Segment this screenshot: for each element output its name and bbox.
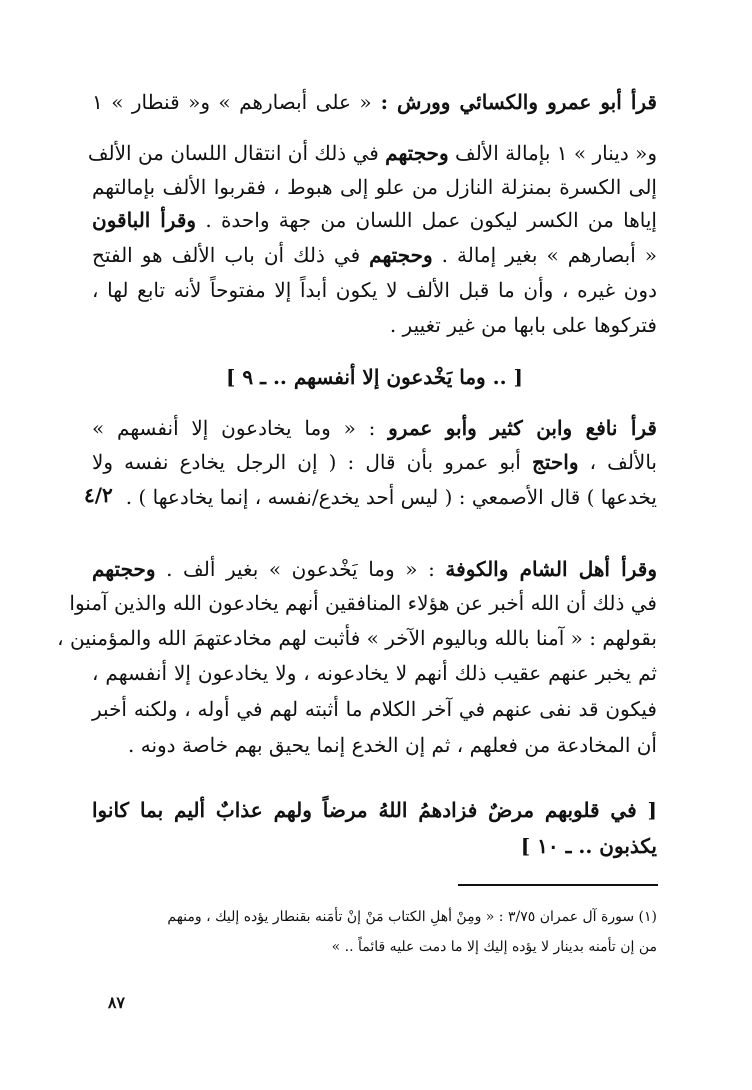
text-segment: واحتج xyxy=(531,450,579,474)
text-segment: « على أبصارهم » و« قنطار » ١ xyxy=(92,90,372,114)
footnote-line: من إن تأمنه بدينار لا يؤده إليك إلا ما دمت عليه قائماً .. » xyxy=(331,939,657,955)
verse-heading xyxy=(92,795,657,825)
text-segment: [ .. وما يَخْدعون إلا أنفسهم .. ـ ٩ ] xyxy=(225,365,524,389)
text-segment: و« دينار » ١ بإمالة الألف xyxy=(448,141,657,165)
verse-heading xyxy=(92,362,657,392)
text-line xyxy=(69,588,657,618)
text-line xyxy=(92,413,657,443)
text-segment: إلى الكسرة بمنزلة النازل من علو إلى هبوط ، فقربوا الألف بإمالتهم xyxy=(92,175,657,199)
text-line xyxy=(92,172,657,202)
text-line xyxy=(92,87,657,117)
text-segment: ثم يخبر عنهم عقيب ذلك أنهم لا يخادعونه ، ولا يخادعون إلا أنفسهم ، xyxy=(92,661,657,685)
text-line xyxy=(92,694,657,724)
text-segment: : « وما يخادعون إلا أنفسهم » xyxy=(92,416,389,440)
text-segment: : « وما يَخْدعون » بغير ألف . xyxy=(155,557,446,581)
text-segment: أبو عمرو بأن قال : ( إن الرجل يخادع نفسه ولا xyxy=(92,450,532,474)
text-segment: إياها من الكسر ليكون عمل اللسان من جهة واحدة . xyxy=(196,208,657,232)
text-line xyxy=(87,138,657,168)
text-line xyxy=(92,658,657,688)
text-segment: يخدعها ) قال الأصمعي : ( ليس أحد يخدع/نفسه ، إنما يخادعها ) . xyxy=(125,485,657,509)
text-line xyxy=(92,730,657,760)
text-segment: فتركوها على بابها من غير تغيير . xyxy=(389,313,657,337)
footnote-divider xyxy=(458,884,658,886)
text-line xyxy=(92,447,657,477)
text-segment: وحجتهم xyxy=(92,557,156,581)
text-segment: في ذلك أن الله أخبر عن هؤلاء المنافقين أنهم يخادعون الله والذين آمنوا xyxy=(69,591,657,615)
text-line xyxy=(92,240,657,270)
text-line xyxy=(92,310,657,340)
footnote-line: (١) سورة آل عمران ٣/٧٥ : « ومِنْ أهلِ الكتاب مَنْ إنْ تأمَنه بقنطار يؤده إليك ، ومنهم xyxy=(167,909,657,925)
text-segment: فيكون قد نفى عنهم في آخر الكلام ما أثبته لهم في أوله ، ولكنه أخبر xyxy=(92,697,657,721)
text-segment: يكذبون .. ـ ١٠ ] xyxy=(520,834,657,858)
verse-heading xyxy=(92,831,657,861)
text-segment: وحجتهم xyxy=(369,243,433,267)
margin-reference: ٤/٢ xyxy=(84,483,113,507)
text-line xyxy=(57,623,657,653)
page-number: ٨٧ xyxy=(107,993,125,1012)
text-segment: وقرأ أهل الشام والكوفة xyxy=(445,557,657,581)
text-line xyxy=(92,482,657,512)
text-line xyxy=(92,205,657,235)
text-segment: وقرأ الباقون xyxy=(92,208,197,232)
text-segment: في ذلك أن انتقال اللسان من الألف xyxy=(87,141,386,165)
text-segment: قرأ نافع وابن كثير وأبو عمرو xyxy=(388,416,657,440)
text-segment: بالألف ، xyxy=(578,450,657,474)
text-line xyxy=(92,554,657,584)
text-segment: أن المخادعة من فعلهم ، ثم إن الخدع إنما يحيق بهم خاصة دونه . xyxy=(128,733,657,757)
text-segment: [ في قلوبهم مرضٌ فزادهمُ اللهُ مرضاً ولهم عذابٌ أليم بما كانوا xyxy=(92,798,657,822)
text-line xyxy=(92,275,657,305)
text-segment: « أبصارهم » بغير إمالة . xyxy=(432,243,658,267)
text-segment: بقولهم : « آمنا بالله وباليوم الآخر » فأثبت لهم مخادعتهمَ الله والمؤمنين ، xyxy=(57,626,657,650)
text-segment: وحجتهم xyxy=(385,141,449,165)
text-segment: قرأ أبو عمرو والكسائي وورش : xyxy=(371,90,657,114)
text-segment: دون غيره ، وأن ما قبل الألف لا يكون أبداً إلا مفتوحاً لأنه تابع لها ، xyxy=(92,278,657,302)
text-segment: في ذلك أن باب الألف هو الفتح xyxy=(92,243,370,267)
